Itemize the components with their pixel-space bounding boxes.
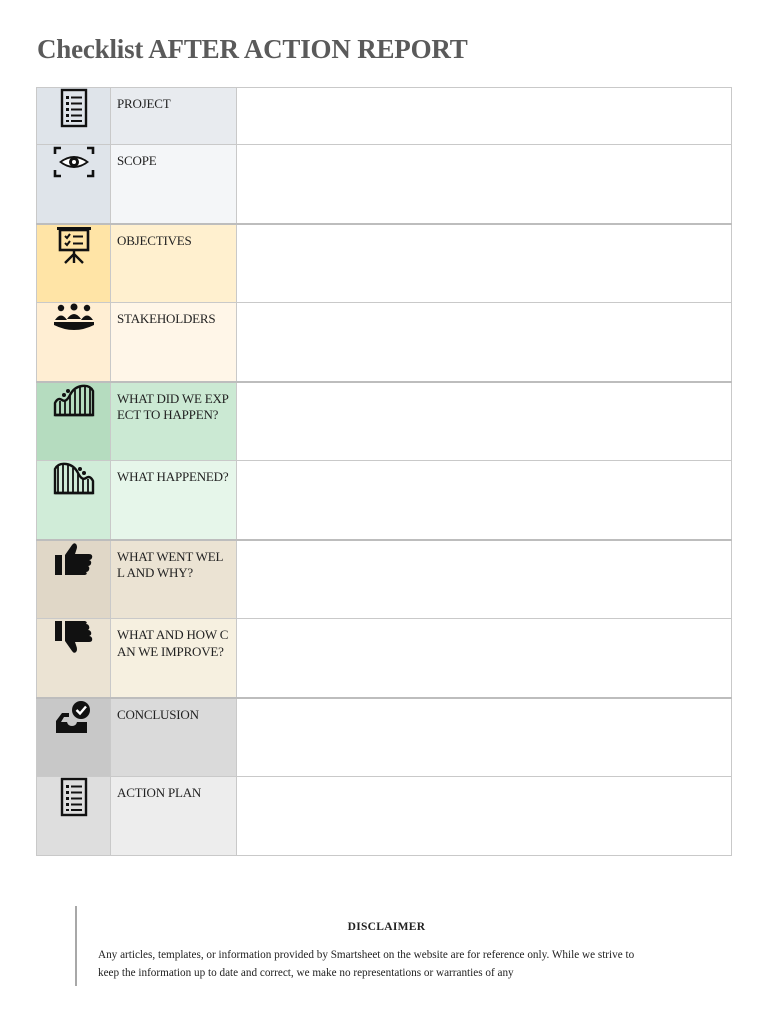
table-row-project: [37, 88, 732, 145]
icon-cell: [37, 619, 111, 698]
icon-cell: [37, 303, 111, 382]
icon-cell: [37, 224, 111, 303]
row-content-field[interactable]: [237, 88, 732, 145]
presentation-board-icon: [55, 225, 93, 265]
row-label: ACTION PLAN: [111, 777, 237, 856]
page-title: Checklist AFTER ACTION REPORT: [37, 34, 468, 64]
table-row-expected: [37, 382, 732, 461]
row-label: OBJECTIVES: [111, 224, 237, 303]
thumbs-up-icon: [54, 541, 94, 577]
row-content-field[interactable]: [237, 540, 732, 619]
table-row-stakeholders: [37, 303, 732, 382]
icon-cell: [37, 540, 111, 619]
icon-cell: [37, 461, 111, 540]
row-content-field[interactable]: [237, 382, 732, 461]
inbox-check-icon: [54, 699, 94, 737]
people-group-icon: [53, 303, 95, 333]
row-label: WHAT HAPPENED?: [111, 461, 237, 540]
icon-cell: [37, 382, 111, 461]
table-row-scope: [37, 145, 732, 224]
disclaimer-box: [75, 906, 675, 986]
table-row-improve: [37, 619, 732, 698]
report-table: [36, 87, 732, 856]
row-content-field[interactable]: [237, 619, 732, 698]
row-label: WHAT AND HOW CAN WE IMPROVE?: [111, 619, 237, 698]
table-row-action-plan: [37, 777, 732, 856]
disclaimer-title: DISCLAIMER: [347, 921, 426, 933]
row-label: PROJECT: [111, 88, 237, 145]
row-content-field[interactable]: [237, 224, 732, 303]
row-label: WHAT DID WE EXPECT TO HAPPEN?: [111, 382, 237, 461]
eye-scan-icon: [52, 145, 96, 179]
icon-cell: [37, 777, 111, 856]
table-row-conclusion: [37, 698, 732, 777]
row-label: SCOPE: [111, 145, 237, 224]
row-label: STAKEHOLDERS: [111, 303, 237, 382]
disclaimer-body: Any articles, templates, or information provided by Smartsheet on the website are for reference only. While we strive to keep the information up to date and correct, we make no representations or warranties of any: [98, 949, 635, 979]
checklist-icon: [59, 777, 89, 817]
row-content-field[interactable]: [237, 698, 732, 777]
roller-coaster-icon: [52, 383, 96, 417]
checklist-icon: [59, 88, 89, 128]
table-row-objectives: [37, 224, 732, 303]
row-content-field[interactable]: [237, 145, 732, 224]
thumbs-down-icon: [54, 619, 94, 655]
icon-cell: [37, 145, 111, 224]
row-content-field[interactable]: [237, 303, 732, 382]
row-content-field[interactable]: [237, 777, 732, 856]
icon-cell: [37, 698, 111, 777]
roller-coaster-reverse-icon: [52, 461, 96, 495]
table-row-went-well: [37, 540, 732, 619]
row-content-field[interactable]: [237, 461, 732, 540]
icon-cell: [37, 88, 111, 145]
row-label: CONCLUSION: [111, 698, 237, 777]
row-label: WHAT WENT WELL AND WHY?: [111, 540, 237, 619]
table-row-happened: [37, 461, 732, 540]
